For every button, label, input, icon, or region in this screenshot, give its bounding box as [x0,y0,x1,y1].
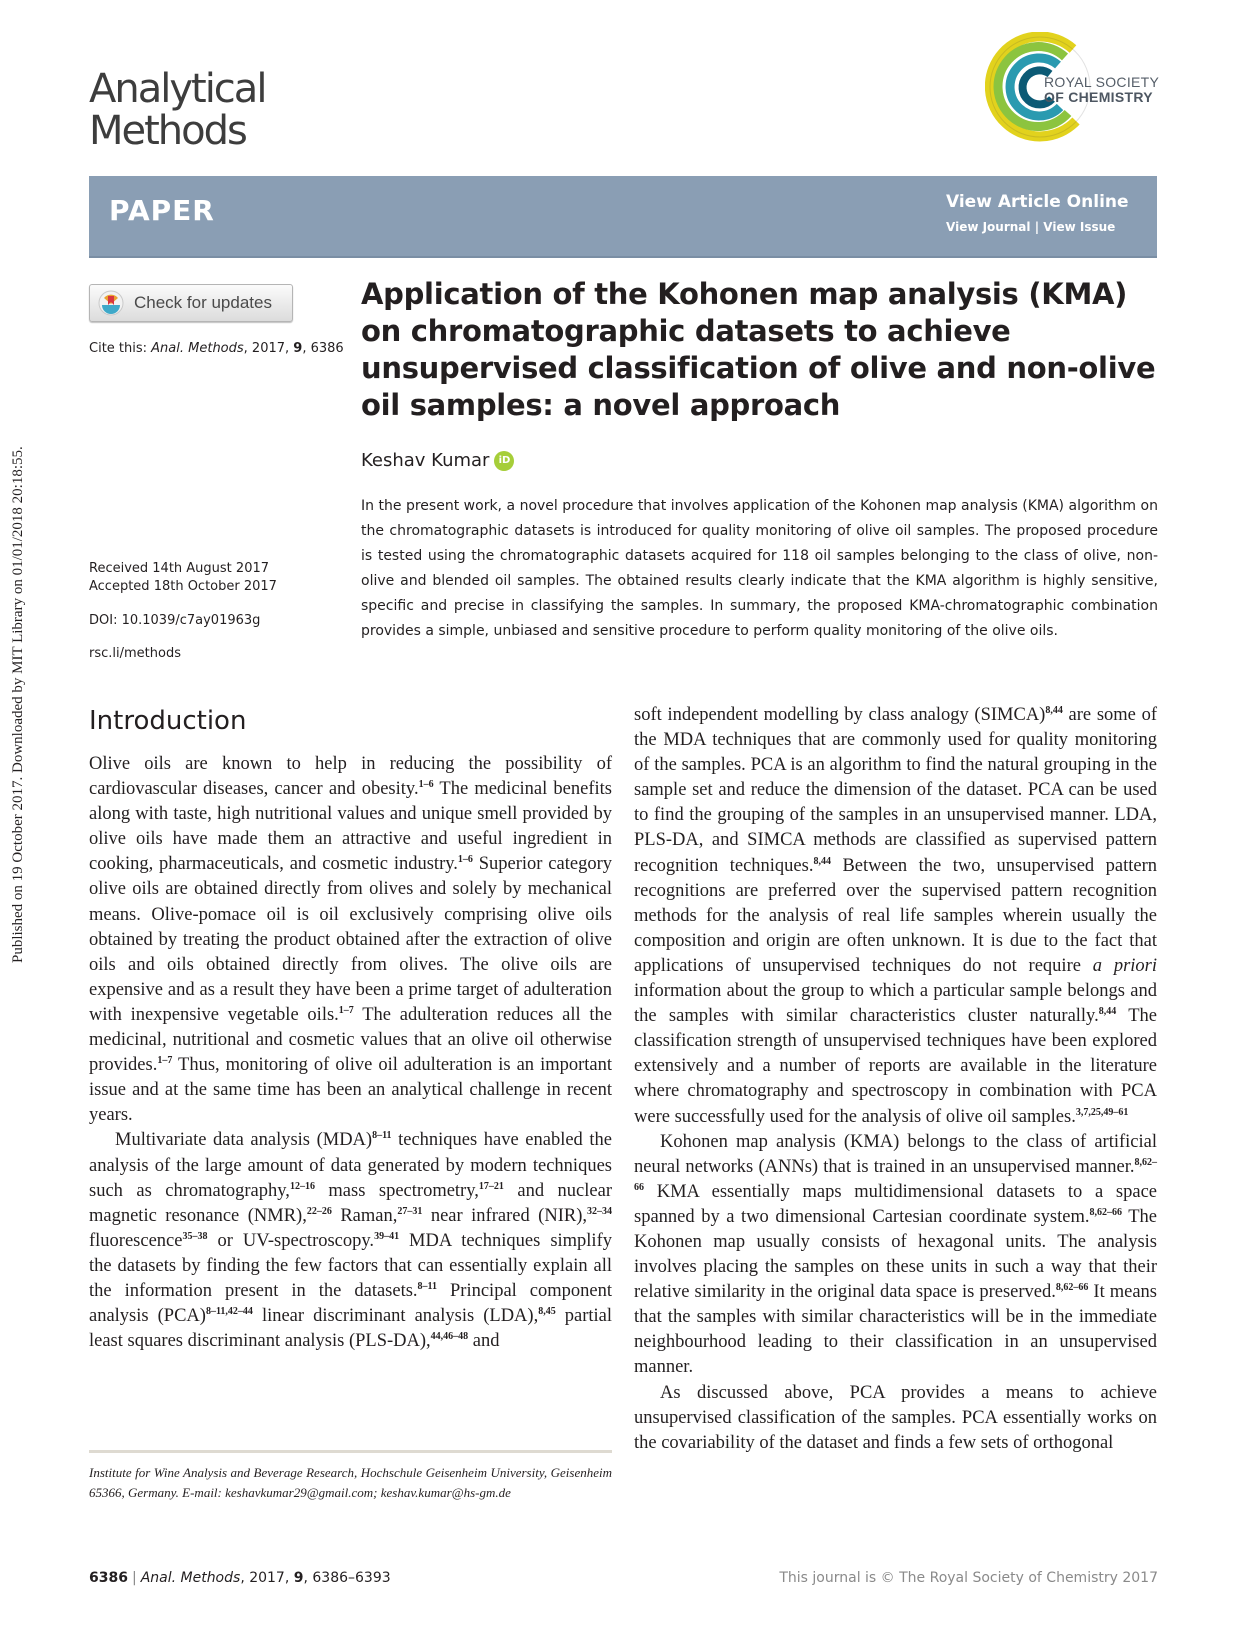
article-type-label: PAPER [109,194,215,227]
reference-citation[interactable]: 8,45 [538,1305,556,1317]
reference-citation[interactable]: 3,7,25,49–61 [1075,1106,1129,1118]
journal-site-link[interactable]: rsc.li/methods [89,646,181,661]
received-date: Received 14th August 2017 [89,561,270,576]
paragraph: Multivariate data analysis (MDA)$^{8-11}$ techniques have enabled the analysis of the large amount of data generated by modern techniques such as chromatography,$^{12-16}$ mass spectrometry,$^{17-21}$ and nuclear magnetic resonance (NMR),$^{22-26}$ Raman,$^{27-31}$ near infrared (NIR),$^{32-34}$ fluorescence$^{35-38}$ or UV-spectroscopy.$^{39-41}$ MDA techniques simplify the datasets by finding the few factors that can essentially explain all the information present in the datasets.$^{8-11}$ Principal component analysis (PCA)$^{8-11,42-44}$ linear discriminant analysis (LDA),$^{8,45}$ partial least squares discriminant analysis (PLS-DA),$^{44,46-48}$ and [89,1130,612,1352]
view-article-online-link[interactable]: View Article Online [946,192,1129,212]
view-journal-link[interactable]: View Journal [946,220,1031,234]
accepted-date: Accepted 18th October 2017 [89,579,277,594]
author-line [361,450,514,471]
reference-citation[interactable]: 1–6 [418,778,434,790]
body-column-left [89,752,612,1354]
check-for-updates-button[interactable] [89,284,293,322]
reference-citation[interactable]: 8,62–66 [1055,1282,1089,1293]
reference-citation[interactable]: 8,44 [813,855,831,867]
link-separator: | [1034,220,1040,234]
reference-citation[interactable]: 39–41 [374,1230,400,1242]
journal-name-line2: Methods [89,108,246,154]
reference-citation[interactable]: 32–34 [587,1205,612,1217]
paragraph: As discussed above, PCA provides a means to achieve unsupervised classification of the samples. PCA essentially works on the covariability of the dataset and finds a few sets of orthogonal [634,1382,1157,1453]
journal-name-line1: Analytical [89,66,266,112]
cite-page: , 6386 [302,341,344,356]
reference-citation[interactable]: 1–7 [157,1054,173,1066]
rsc-wordmark [1044,75,1174,105]
view-issue-link[interactable]: View Issue [1043,220,1116,234]
cite-prefix: Cite this: [89,341,152,356]
orcid-icon[interactable]: iD [494,451,514,471]
reference-citation[interactable]: 8,44 [1045,704,1063,716]
author-name[interactable]: Keshav Kumar [361,450,490,471]
reference-citation[interactable]: 27–31 [397,1205,423,1217]
reference-citation[interactable]: 44,46–48 [430,1331,469,1342]
view-links [946,220,1115,234]
reference-citation[interactable]: 17–21 [478,1180,504,1192]
reference-citation[interactable]: 8–11,42–44 [205,1305,253,1317]
doi[interactable]: DOI: 10.1039/c7ay01963g [89,613,261,628]
reference-citation[interactable]: 8,62–66 [1089,1206,1122,1218]
footer-journal: Anal. Methods [140,1570,241,1586]
crossmark-icon [98,290,124,316]
article-title: Application of the Kohonen map analysis (KMA) on chromatographic datasets to achieve unsupervised classification of olive and non-olive oil samples: a novel approach [361,277,1156,422]
citation [89,340,344,358]
reference-citation[interactable]: 1–6 [457,854,473,866]
reference-citation[interactable]: 8,44 [1098,1005,1117,1017]
cite-volume: 9 [293,341,303,356]
cite-journal: Anal. Methods [151,341,244,356]
footer-separator: | [131,1570,137,1586]
footer-volume: 9 [293,1570,304,1586]
reference-citation[interactable]: 35–38 [182,1230,208,1242]
footer-pages: , 6386–6393 [303,1570,391,1586]
check-for-updates-label: Check for updates [134,293,272,312]
cite-rest: , 2017, [243,341,294,356]
rsc-wordmark-line2: OF CHEMISTRY [1044,89,1153,105]
paragraph: Olive oils are known to help in reducing the possibility of cardiovascular diseases, cancer and obesity.$^{1-6}$ The medicinal benefits along with taste, high nutritional values and unique smell provided by olive oils have made them an attractive and useful ingredient in cooking, pharmaceuticals, and cosmetic industry.$^{1-6}$ Superior category olive oils are obtained directly from olives and solely by mechanical means. Olive-pomace oil is oil exclusively comprising olive oils obtained by treating the product obtained after the extraction of olive oils and oils obtained directly from olives. The olive oils are expensive and as a result they have been a prime target of adulteration with inexpensive vegetable oils.$^{1-7}$ The adulteration reduces all the medicinal, nutritional and cosmetic values that an olive oil otherwise provides.$^{1-7}$ Thus, monitoring of olive oil adulteration is an important issue and at the same time has been an analytical challenge in recent years. [89,754,613,1126]
reference-citation[interactable]: 1–7 [338,1004,354,1016]
rsc-wordmark-line1: ROYAL SOCIETY [1044,74,1160,90]
reference-citation[interactable]: 8–11 [372,1130,392,1142]
footnote-divider [89,1450,612,1453]
reference-citation[interactable]: 8,62–66 [634,1156,1157,1193]
journal-logo[interactable] [89,68,349,152]
section-heading-introduction: Introduction [89,706,247,736]
body-column-right [634,703,1157,1456]
article-type-banner [89,176,1157,258]
copyright-notice: This journal is © The Royal Society of Chemistry 2017 [779,1570,1158,1586]
paragraph: Kohonen map analysis (KMA) belongs to the class of artificial neural networks (ANNs) that is trained in an unsupervised manner.$^{8,62-66}$ KMA essentially maps multidimensional datasets to a space spanned by a two dimensional Cartesian coordinate system.$^{8,62-66}$ The Kohonen map usually consists of hexagonal units. The analysis involves placing the samples on these units in such a way that their relative similarity in the original data space is preserved.$^{8,62-66}$ It means that the samples with similar characteristics will be in the immediate neighbourhood leading to their classification in an unsupervised manner. [634,1131,1158,1378]
reference-citation[interactable]: 12–16 [289,1180,315,1192]
reference-citation[interactable]: 8–11 [417,1280,437,1292]
page-number: 6386 [89,1570,128,1586]
page-footer-citation [89,1570,391,1586]
reference-citation[interactable]: 22–26 [306,1205,332,1217]
download-stamp: Published on 19 October 2017. Downloaded by MIT Library on 01/01/2018 20:18:55. [10,446,26,963]
footer-year: , 2017, [240,1570,294,1586]
paragraph: soft independent modelling by class analogy (SIMCA)$^{8,44}$ are some of the MDA techniques that are commonly used for quality monitoring of the samples. PCA is an algorithm to find the natural grouping in the sample set and reduce the dimension of the dataset. PCA can be used to find the grouping of the samples in an unsupervised manner. LDA, PLS-DA, and SIMCA methods are classified as supervised pattern recognition techniques.$^{8,44}$ Between the two, unsupervised pattern recognitions are preferred over the supervised pattern recognition methods for the analysis of real life samples wherein usually the composition and origin are often unknown. It is due to the fact that applications of unsupervised techniques do not require a priori information about the group to which a particular sample belongs and the samples with similar characteristics cluster naturally.$^{8,44}$ The classification strength of unsupervised techniques have been explored extensively and a number of reports are available in the literature where chromatography and spectroscopy in combination with PCA were successfully used for the analysis of olive oil samples.$^{3,7,25,49-61}$ [634,704,1157,1127]
abstract: In the present work, a novel procedure that involves application of the Kohonen map analysis (KMA) algorithm on the chromatographic datasets is introduced for quality monitoring of olive oil samples. The proposed procedure is tested using the chromatographic datasets acquired for 118 oil samples belonging to the class of olive, non-olive and blended oil samples. The obtained results clearly indicate that the KMA algorithm is highly sensitive, specific and precise in classifying the samples. In summary, the proposed KMA-chromatographic combination provides a simple, unbiased and sensitive procedure to perform quality monitoring of the olive oils. [361,498,1158,639]
author-affiliation: Institute for Wine Analysis and Beverage Research, Hochschule Geisenheim University, Geisenheim 65366, Germany. E-mail: keshavkumar29@gmail.com; keshav.kumar@hs-gm.de [89,1465,612,1500]
